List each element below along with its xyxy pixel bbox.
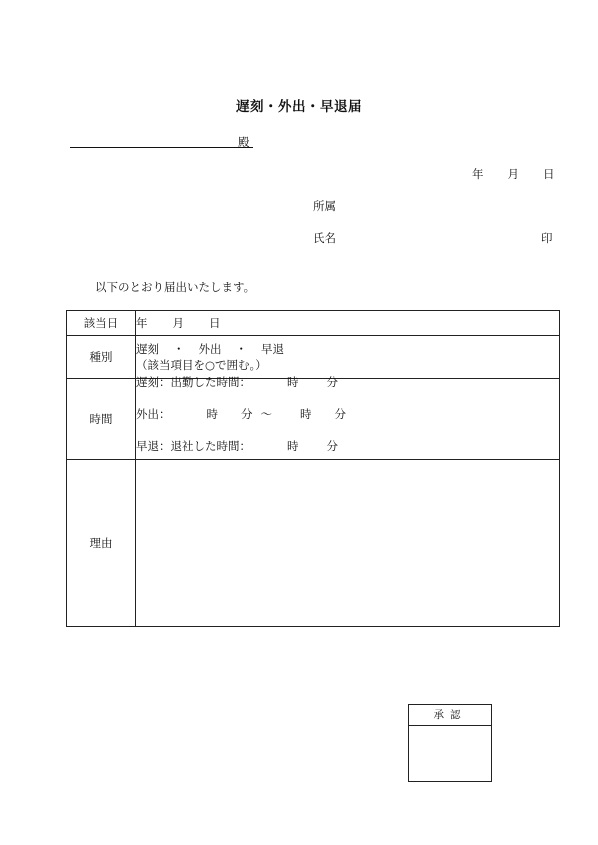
early-minute: 分 bbox=[326, 439, 338, 453]
request-form-table bbox=[66, 310, 560, 627]
addressee-suffix: 殿 bbox=[238, 135, 250, 149]
year-label: 年 bbox=[472, 167, 484, 181]
submission-date bbox=[472, 166, 555, 182]
early-hour: 時 bbox=[287, 439, 299, 453]
month-label: 月 bbox=[507, 167, 519, 181]
reason-row bbox=[67, 460, 560, 627]
time-row-field bbox=[136, 375, 560, 460]
intro-text: 以下のとおり届出いたします。 bbox=[95, 280, 256, 294]
late-hour: 時 bbox=[287, 375, 299, 389]
date-row bbox=[67, 311, 560, 336]
name-label: 氏名 bbox=[313, 231, 336, 245]
addressee-line bbox=[70, 147, 253, 148]
reason-row-label: 理由 bbox=[67, 460, 136, 627]
out-minute-to: 分 bbox=[334, 407, 346, 421]
late-time-label: 遅刻：出勤した時間： bbox=[136, 375, 251, 389]
early-time-label: 早退：退社した時間： bbox=[136, 439, 251, 453]
date-month: 月 bbox=[172, 316, 184, 330]
type-option-out[interactable]: 外出 bbox=[198, 342, 222, 356]
date-year: 年 bbox=[136, 316, 148, 330]
approval-box bbox=[408, 704, 492, 782]
out-time-label: 外出： bbox=[136, 407, 171, 421]
date-row-label: 該当日 bbox=[67, 311, 136, 336]
type-row-label: 種別 bbox=[67, 336, 136, 379]
time-row bbox=[67, 379, 560, 460]
out-minute-from: 分 bbox=[241, 407, 253, 421]
late-time-line[interactable] bbox=[136, 374, 559, 390]
type-separator: ・ bbox=[235, 342, 247, 356]
early-time-line[interactable] bbox=[136, 438, 559, 454]
late-minute: 分 bbox=[326, 375, 338, 389]
affiliation-label: 所属 bbox=[313, 199, 336, 213]
type-note: （該当項目を○で囲む。） bbox=[136, 358, 267, 372]
type-separator: ・ bbox=[173, 342, 185, 356]
time-row-label: 時間 bbox=[67, 379, 136, 460]
type-option-late[interactable]: 遅刻 bbox=[136, 342, 159, 356]
out-tilde: ～ bbox=[260, 407, 272, 421]
out-hour-from: 時 bbox=[206, 407, 218, 421]
type-row bbox=[67, 336, 560, 379]
approval-stamp-area[interactable] bbox=[409, 726, 491, 781]
type-option-early[interactable]: 早退 bbox=[261, 342, 284, 356]
day-label: 日 bbox=[543, 167, 555, 181]
type-row-field bbox=[136, 336, 560, 379]
date-day: 日 bbox=[209, 316, 221, 330]
date-row-field[interactable] bbox=[136, 311, 560, 336]
out-time-line[interactable] bbox=[136, 406, 559, 422]
seal-label: 印 bbox=[541, 231, 553, 245]
approval-label: 承認 bbox=[409, 705, 491, 726]
reason-field[interactable] bbox=[136, 460, 560, 627]
out-hour-to: 時 bbox=[300, 407, 312, 421]
document-title: 遅刻・外出・早退届 bbox=[236, 99, 362, 115]
